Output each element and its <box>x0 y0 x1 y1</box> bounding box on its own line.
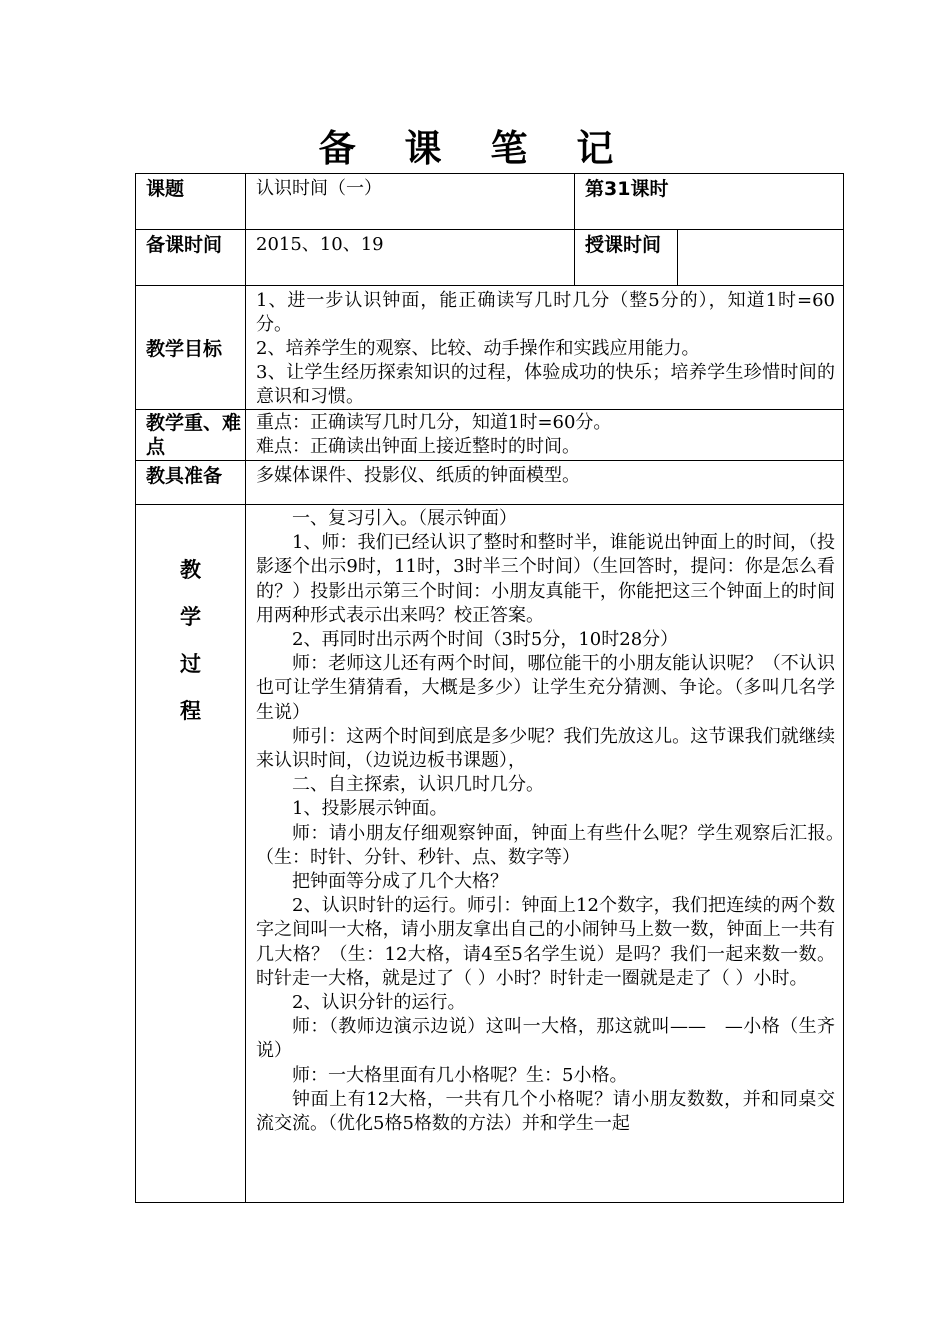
process-label-char: 程 <box>180 699 201 723</box>
row-keypoints <box>136 410 844 461</box>
process-paragraph: 2、再同时出示两个时间（3时5分，10时28分） <box>292 629 679 651</box>
process-paragraph: 师引：这两个时间到底是多少呢？我们先放这儿。这节课我们就继续来认识时间，（边说边板书课题）， <box>256 725 836 772</box>
process-label-char: 学 <box>180 605 201 629</box>
row-tools <box>136 461 844 505</box>
process-paragraph: 钟面上有12大格，一共有几个小格呢？请小朋友数数，并和同桌交流交流。（优化5格5格数的方法）并和学生一起 <box>256 1088 836 1135</box>
process-label-char: 过 <box>180 652 201 676</box>
process-paragraph: 1、师：我们已经认识了整时和整时半，谁能说出钟面上的时间，（投影逐个出示9时，11时，3时半三个时间）（生回答时，提问：你是怎么看的？）投影出示第三个时间：小朋友真能干，你能把这三个钟面上的时间用两种形式表示出来吗？校正答案。 <box>256 532 836 626</box>
process-label-char: 教 <box>180 558 201 582</box>
topic-label: 课题 <box>136 174 246 230</box>
row-process <box>136 505 844 1203</box>
goals-label: 教学目标 <box>136 286 246 410</box>
teach-time-label: 授课时间 <box>575 230 678 286</box>
row-topic <box>136 174 844 230</box>
topic-value: 认识时间（一） <box>246 174 575 230</box>
process-paragraph: 师：老师这儿还有两个时间，哪位能干的小朋友能认识呢？（不认识也可让学生猜猜看，大概是多少）让学生充分猜测、争论。（多叫几名学生说） <box>256 653 836 723</box>
process-paragraph: 一、复习引入。（展示钟面） <box>292 508 517 529</box>
prep-time-value: 2015、10、19 <box>246 230 575 286</box>
process-label <box>136 505 246 1203</box>
goals-content <box>246 286 844 410</box>
row-prep-time <box>136 230 844 286</box>
process-paragraph: 2、认识分针的运行。 <box>292 992 466 1014</box>
keypoints-label: 教学重、难点 <box>136 410 246 461</box>
process-paragraph: 2、认识时针的运行。师引：钟面上12个数字，我们把连续的两个数字之间叫一大格，请小朋友拿出自己的小闹钟马上数一数，钟面上一共有几大格？（生：12大格，请4至5名学生说）是吗？我们一起来数一数。时针走一大格，就是过了（ ）小时？时针走一圈就是走了（ ）小时。 <box>256 895 836 989</box>
process-paragraph: 二、自主探索，认识几时几分。 <box>292 774 544 796</box>
process-paragraph: 师：一大格里面有几小格呢？生：5小格。 <box>292 1064 628 1086</box>
process-paragraph: 1、投影展示钟面。 <box>292 798 448 820</box>
tools-label: 教具准备 <box>136 461 246 505</box>
row-goals <box>136 286 844 410</box>
teach-time-value <box>678 230 844 286</box>
goal-item: 2、培养学生的观察、比较、动手操作和实践应用能力。 <box>256 338 700 359</box>
goal-item: 3、让学生经历探索知识的过程，体验成功的快乐；培养学生珍惜时间的意识和习惯。 <box>256 362 836 407</box>
keypoints-content <box>246 410 844 461</box>
lesson-plan-table <box>135 173 854 1203</box>
process-paragraph: 师：（教师边演示边说）这叫一大格，那这就叫—— —小格（生齐说） <box>256 1016 836 1062</box>
keypoint-item: 难点：正确读出钟面上接近整时的时间。 <box>256 436 580 457</box>
lesson-number: 第31课时 <box>575 174 844 230</box>
document-title: 备 课 笔 记 <box>318 127 632 170</box>
process-paragraph: 师：请小朋友仔细观察钟面，钟面上有些什么呢？学生观察后汇报。 （生：时针、分针、秒针、点、数字等） <box>256 822 854 868</box>
process-content <box>246 505 854 1203</box>
process-paragraph: 把钟面等分成了几个大格？ <box>292 871 508 893</box>
tools-value: 多媒体课件、投影仪、纸质的钟面模型。 <box>246 461 844 505</box>
keypoint-item: 重点：正确读写几时几分，知道1时=60分。 <box>256 412 612 433</box>
goal-item: 1、进一步认识钟面，能正确读写几时几分（整5分的），知道1时=60分。 <box>256 290 836 335</box>
prep-time-label: 备课时间 <box>136 230 246 286</box>
